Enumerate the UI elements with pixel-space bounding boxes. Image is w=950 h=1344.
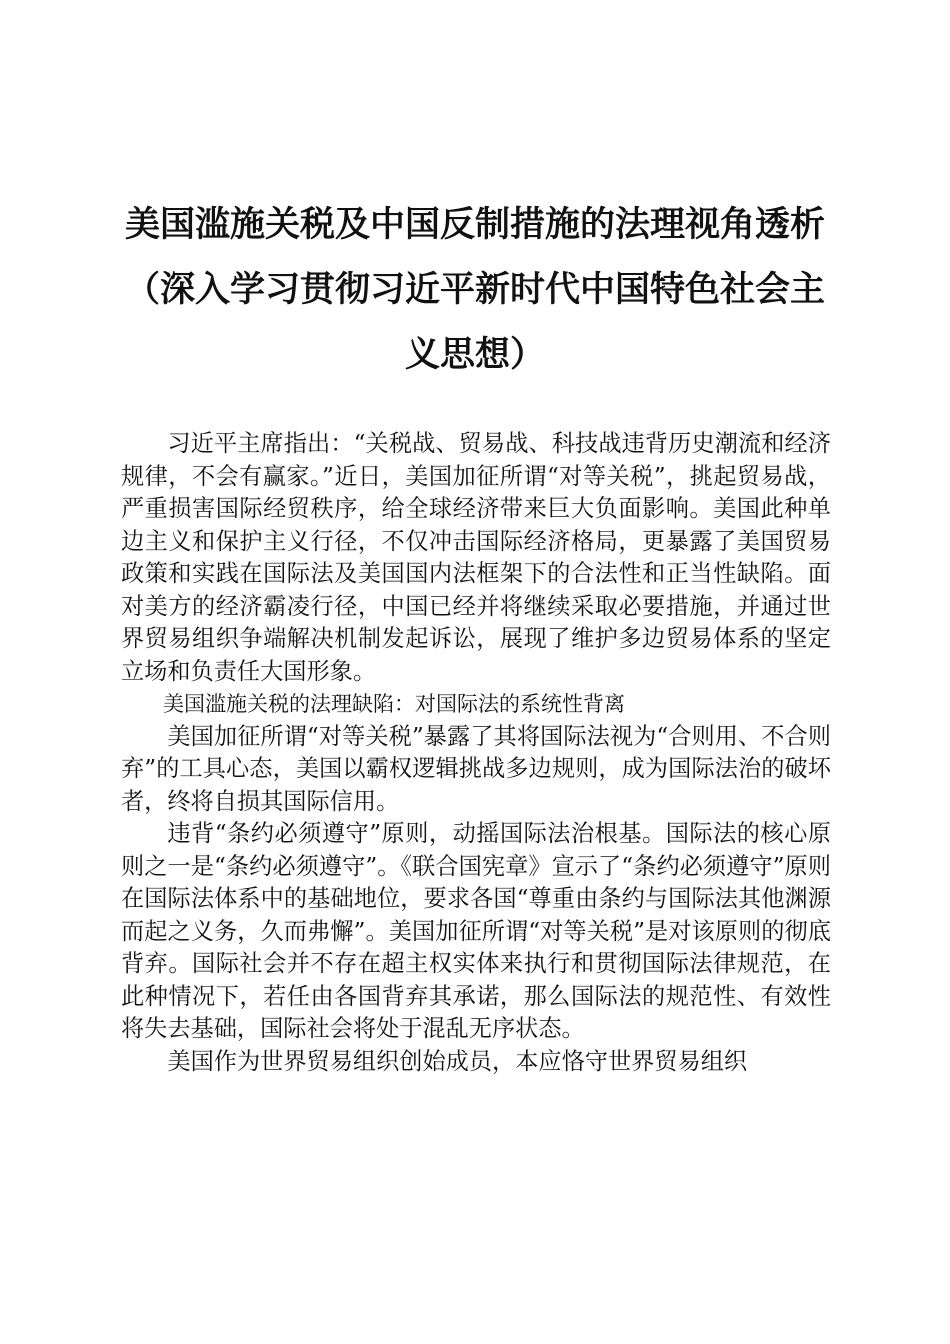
document-title <box>112 192 838 387</box>
intro-paragraph: 习近平主席指出：“关税战、贸易战、科技战违背历史潮流和经济规律，不会有赢家。”近日，美国加征所谓“对等关税”，挑起贸易战，严重损害国际经贸秩序，给全球经济带来巨大负面影响。美国此种单边主义和保护主义行径，不仅冲击国际经济格局，更暴露了美国贸易政策和实践在国际法及美国国内法框架下的合法性和正当性缺陷。面对美方的经济霸凌行径，中国已经并将继续采取必要措施，并通过世界贸易组织争端解决机制发起诉讼，展现了维护多边贸易体系的坚定立场和负责任大国形象。 <box>121 430 831 685</box>
body-paragraph-3: 违背“条约必须遵守”原则，动摇国际法治根基。国际法的核心原则之一是“条约必须遵守”。《联合国宪章》宣示了“条约必须遵守”原则在国际法体系中的基础地位，要求各国“尊重由条约与国际法其他渊源而起之义务，久而弗懈”。美国加征所谓“对等关税”是对该原则的彻底背弃。国际社会并不存在超主权实体来执行和贯彻国际法律规范，在此种情况下，若任由各国背弃其承诺，那么国际法的规范性、有效性将失去基础，国际社会将处于混乱无序状态。 <box>121 820 831 1042</box>
title-line-1: 美国滥施关税及中国反制措施的法理视角透析 <box>124 204 825 245</box>
body-paragraph-2: 美国加征所谓“对等关税”暴露了其将国际法视为“合则用、不合则弃”的工具心态，美国以霸权逻辑挑战多边规则，成为国际法治的破坏者，终将自损其国际信用。 <box>121 722 831 815</box>
title-line-2: （深入学习贯彻习近平新时代中国特色社会主 <box>124 269 825 310</box>
body-paragraph-4: 美国作为世界贸易组织创始成员，本应恪守世界贸易组织 <box>167 1047 748 1075</box>
title-line-3: 义思想） <box>404 334 545 375</box>
section-heading: 美国滥施关税的法理缺陷：对国际法的系统性背离 <box>163 692 625 716</box>
document-body <box>121 428 831 1078</box>
